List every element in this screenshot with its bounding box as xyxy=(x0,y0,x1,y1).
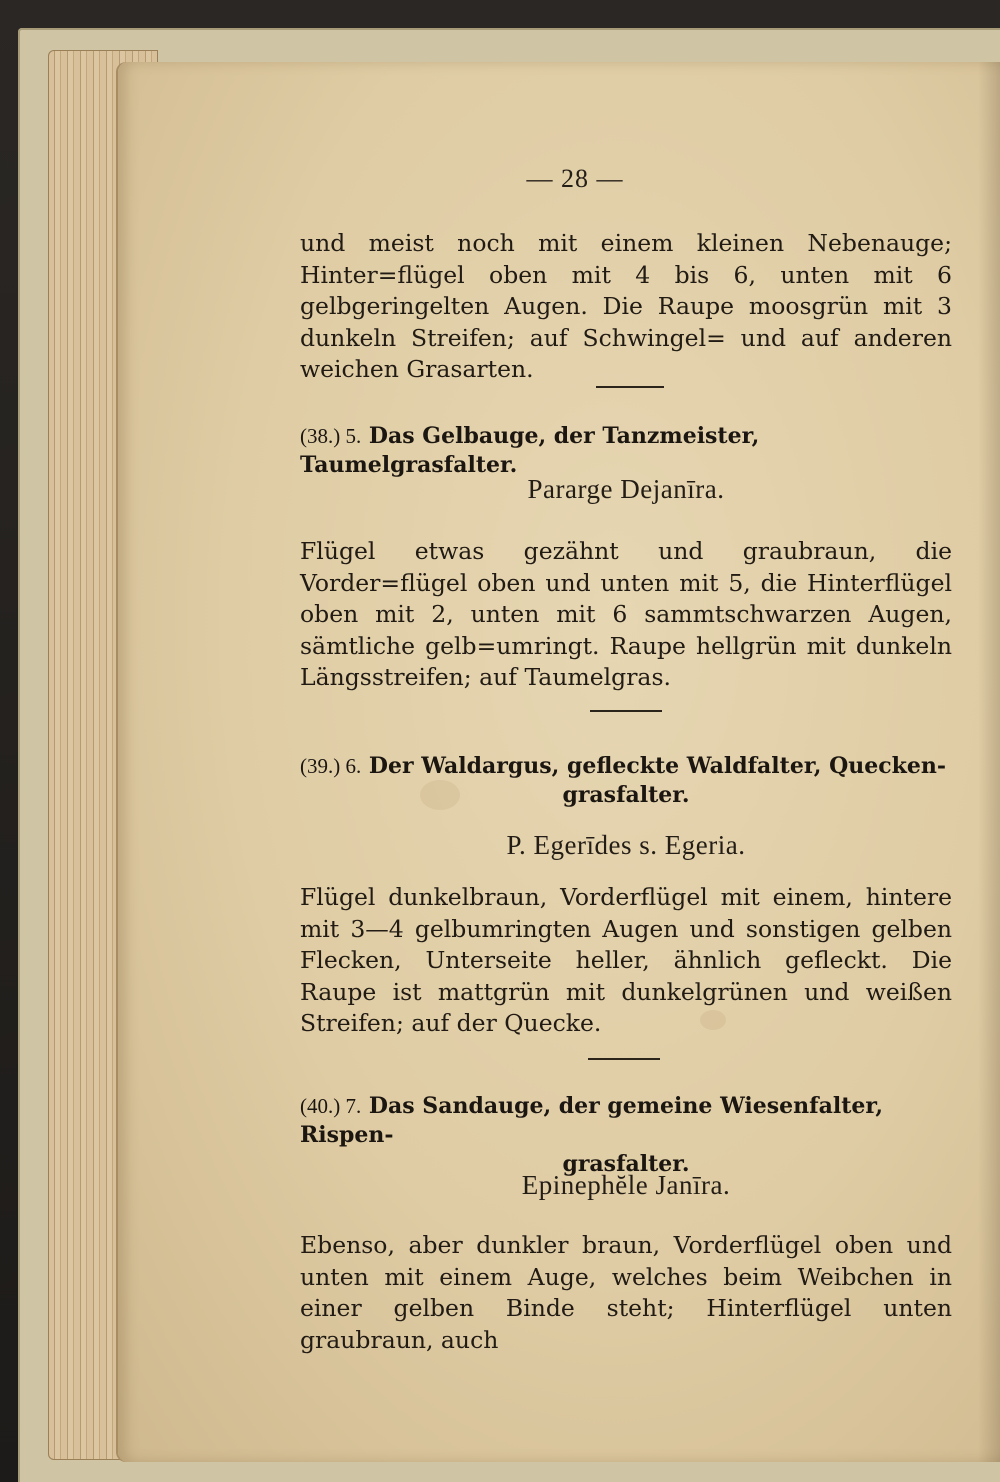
entry-title-continued: grasfalter. xyxy=(562,782,690,808)
entry-title-continued: grasfalter. xyxy=(562,1151,690,1177)
entry-number: (39.) 6. xyxy=(300,754,362,778)
entry-title: Das Sandauge, der gemeine Wiesenfalter, Rispen- xyxy=(300,1093,883,1148)
paragraph-39: Flügel dunkelbraun, Vorderflügel mit einem, hintere mit 3—4 gelbumringten Augen und sonstigen gelben Flecken, Unterseite heller, ähnlich gefleckt. Die Raupe ist mattgrün mit dunkelgrünen und weißen Streifen; auf der Quecke. xyxy=(300,883,952,1037)
entry-title: Das Gelbauge, der Tanzmeister, Taumelgrasfalter. xyxy=(300,423,760,478)
page-number: — 28 — xyxy=(526,164,624,193)
entry-heading-39 xyxy=(300,752,952,810)
section-divider xyxy=(588,1058,660,1060)
section-divider xyxy=(596,386,664,388)
entry-number: (40.) 7. xyxy=(300,1094,362,1118)
entry-number: (38.) 5. xyxy=(300,424,362,448)
gutter-shadow xyxy=(978,62,1000,1462)
latin-name-39: P. Egerīdes s. Egeria. xyxy=(506,830,746,860)
paragraph-intro: und meist noch mit einem kleinen Nebenauge; Hinter=flügel oben mit 4 bis 6, unten mit 6 gelbgeringelten Augen. Die Raupe moosgrün mit 3 dunkeln Streifen; auf Schwingel= und auf anderen weichen Grasarten. xyxy=(300,229,952,383)
entry-heading-40 xyxy=(300,1092,952,1179)
entry-heading-38 xyxy=(300,422,952,480)
entry-title: Der Waldargus, gefleckte Waldfalter, Quecken- xyxy=(368,753,947,779)
latin-name-38: Pararge Dejanīra. xyxy=(527,474,725,504)
paragraph-40: Ebenso, aber dunkler braun, Vorderflügel oben und unten mit einem Auge, welches beim Weibchen in einer gelben Binde steht; Hinterflügel unten graubraun, auch xyxy=(300,1231,952,1354)
section-divider xyxy=(590,710,662,712)
paragraph-38: Flügel etwas gezähnt und graubraun, die Vorder=flügel oben und unten mit 5, die Hinterflügel oben mit 2, unten mit 6 sammtschwarzen Augen, sämtliche gelb=umringt. Raupe hellgrün mit dunkeln Längsstreifen; auf Taumelgras. xyxy=(300,537,952,691)
latin-name-40: Epinephĕle Janīra. xyxy=(521,1170,731,1200)
